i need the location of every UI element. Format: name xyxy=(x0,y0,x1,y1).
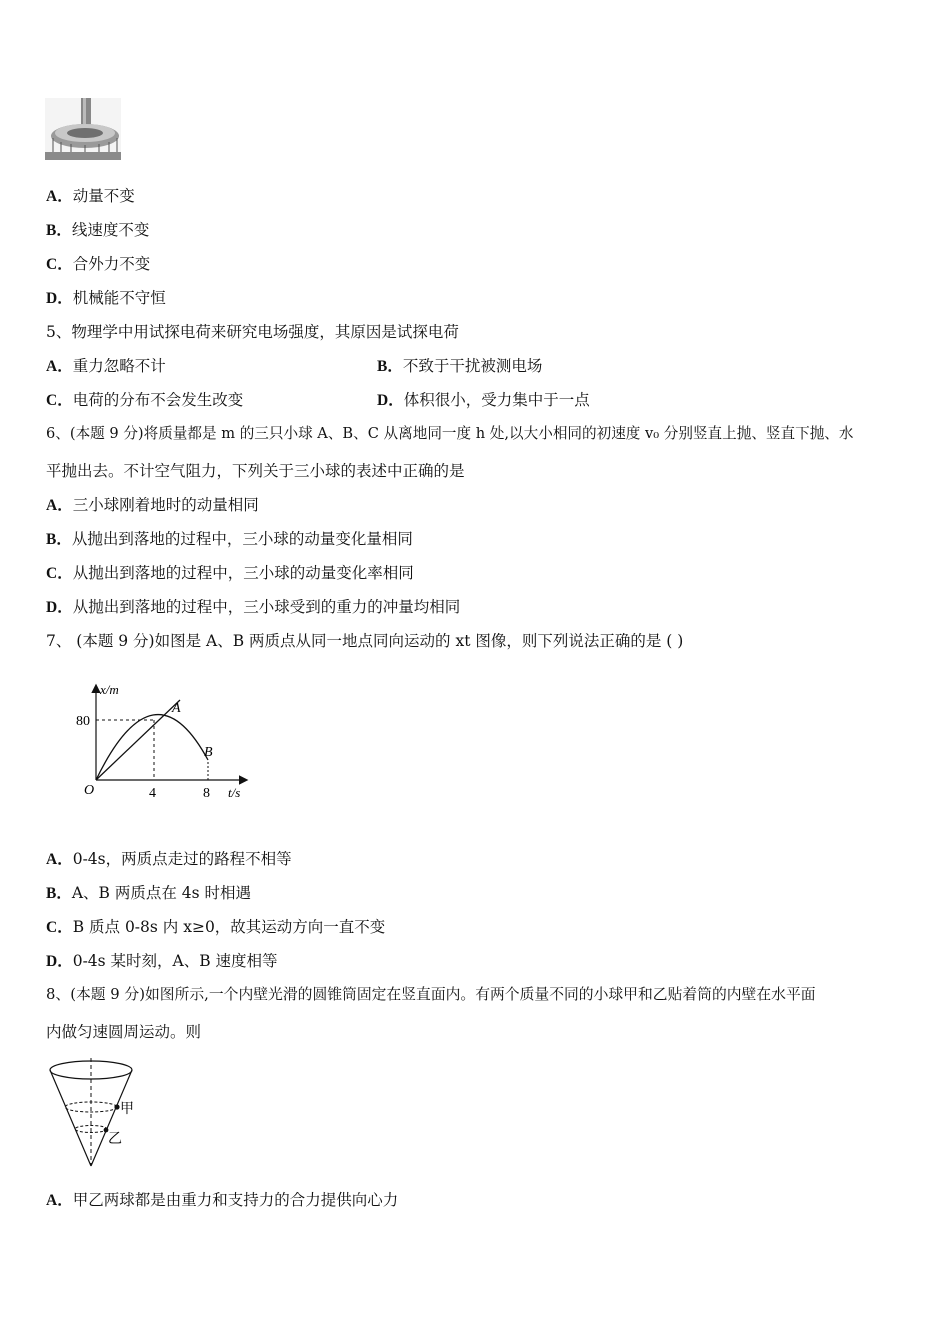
q5-option-d xyxy=(377,390,590,411)
x-axis-label: t/s xyxy=(228,785,241,800)
option-label: B． xyxy=(46,531,72,548)
q8-option-a xyxy=(46,1190,398,1211)
option-text: 动量不变 xyxy=(72,187,135,205)
option-text: B 质点 0-8s 内 x≥0，故其运动方向一直不变 xyxy=(72,918,386,936)
option-text: 合外力不变 xyxy=(72,255,151,273)
option-text: 从抛出到落地的过程中，三小球受到的重力的冲量均相同 xyxy=(72,598,461,616)
xt-graph xyxy=(72,682,262,807)
q6-option-b xyxy=(46,529,413,550)
option-text: 0-4s 某时刻，A、B 速度相等 xyxy=(72,952,278,970)
q7-option-a xyxy=(46,849,292,870)
cone-figure xyxy=(44,1056,154,1172)
option-text: 不致于干扰被测电场 xyxy=(402,357,543,375)
q7-option-b xyxy=(46,883,251,904)
option-label: D． xyxy=(46,290,73,307)
y-tick-80: 80 xyxy=(76,714,90,729)
option-label: A． xyxy=(46,358,73,375)
q6-option-d xyxy=(46,597,460,618)
origin-label: O xyxy=(84,783,95,798)
tower-photo xyxy=(45,98,121,160)
option-text: 0-4s，两质点走过的路程不相等 xyxy=(72,850,292,868)
q4-option-a xyxy=(46,186,135,207)
q5-option-b xyxy=(377,356,542,377)
option-label: B． xyxy=(377,358,403,375)
q4-option-d xyxy=(46,288,166,309)
option-text: 机械能不守恒 xyxy=(72,289,166,307)
option-text: 体积很小，受力集中于一点 xyxy=(403,391,590,409)
option-label: C． xyxy=(46,565,73,582)
q5-stem: 5、物理学中用试探电荷来研究电场强度，其原因是试探电荷 xyxy=(46,323,459,341)
option-label: C． xyxy=(46,919,73,936)
option-label: D． xyxy=(46,599,73,616)
label-yi: 乙 xyxy=(108,1132,122,1147)
q7-option-d xyxy=(46,951,278,972)
option-text: 三小球刚着地时的动量相同 xyxy=(72,496,259,514)
q6-option-c xyxy=(46,563,414,584)
option-label: A． xyxy=(46,188,73,205)
q5-options-row2 xyxy=(46,390,906,411)
q8-stem-line2: 内做匀速圆周运动。则 xyxy=(46,1023,202,1041)
option-label: A． xyxy=(46,1192,73,1209)
q6-stem-line1: 6、(本题 9 分)将质量都是 m 的三只小球 A、B、C 从离地同一度 h 处,以大小相同的初速度 v₀ 分别竖直上抛、竖直下抛、水 xyxy=(46,425,854,442)
q7-option-c xyxy=(46,917,385,938)
y-axis-label: x/m xyxy=(100,682,119,697)
option-label: A． xyxy=(46,851,73,868)
x-tick-8: 8 xyxy=(203,786,210,801)
option-text: 从抛出到落地的过程中，三小球的动量变化量相同 xyxy=(71,530,413,548)
curve-b xyxy=(96,715,208,780)
option-label: B． xyxy=(46,222,72,239)
option-text: A、B 两质点在 4s 时相遇 xyxy=(71,884,252,902)
q5-option-a xyxy=(46,357,166,375)
option-label: C． xyxy=(46,256,73,273)
option-text: 电荷的分布不会发生改变 xyxy=(72,391,244,409)
label-jia: 甲 xyxy=(120,1102,134,1117)
q6-stem-line2: 平抛出去。不计空气阻力，下列关于三小球的表述中正确的是 xyxy=(46,462,465,480)
option-label: D． xyxy=(377,392,404,409)
option-label: D． xyxy=(46,953,73,970)
q4-option-b xyxy=(46,220,149,241)
option-text: 重力忽略不计 xyxy=(72,357,166,375)
x-tick-4: 4 xyxy=(149,786,156,801)
option-text: 线速度不变 xyxy=(71,221,150,239)
line-a xyxy=(96,700,180,780)
option-text: 甲乙两球都是由重力和支持力的合力提供向心力 xyxy=(72,1191,399,1209)
q6-option-a xyxy=(46,495,259,516)
q4-option-c xyxy=(46,254,150,275)
option-label: B． xyxy=(46,885,72,902)
q5-option-c xyxy=(46,391,243,409)
ball-jia xyxy=(114,1104,119,1109)
option-label: C． xyxy=(46,392,73,409)
label-b: B xyxy=(204,745,213,760)
q5-options-row1 xyxy=(46,356,906,377)
q8-stem-line1: 8、(本题 9 分)如图所示,一个内壁光滑的圆锥筒固定在竖直面内。有两个质量不同的小球甲和乙贴着筒的内壁在水平面 xyxy=(46,986,816,1003)
option-label: A． xyxy=(46,497,73,514)
label-a: A xyxy=(172,701,181,716)
option-text: 从抛出到落地的过程中，三小球的动量变化率相同 xyxy=(72,564,414,582)
q7-stem: 7、 (本题 9 分)如图是 A、B 两质点从同一地点同向运动的 xt 图像，则下列说法正确的是 ( ) xyxy=(46,632,684,650)
